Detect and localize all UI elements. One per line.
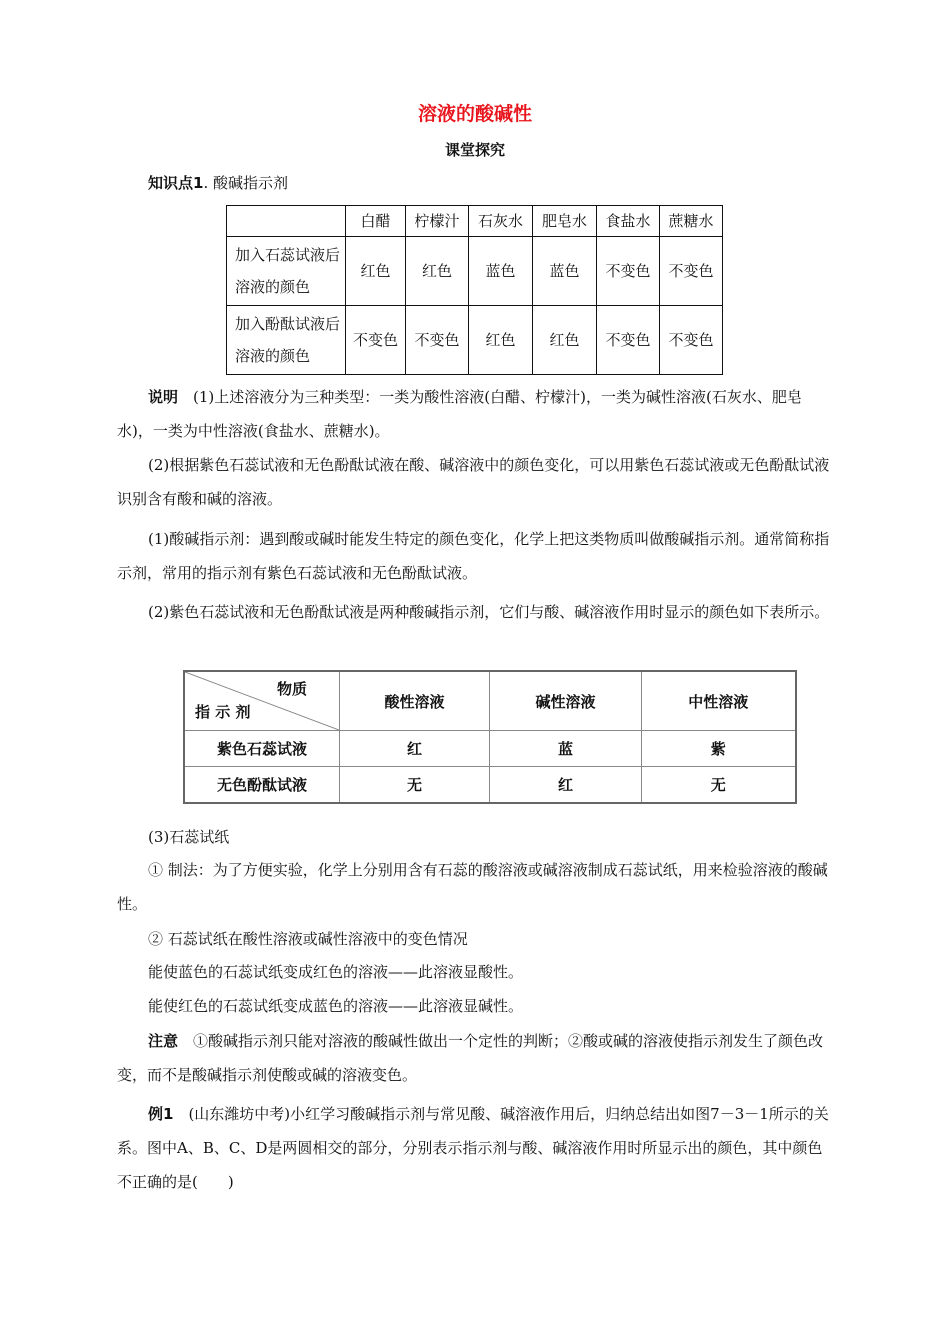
page-title: 溶液的酸碱性 <box>417 103 532 125</box>
table-cell: 不变色 <box>406 306 469 375</box>
litmus-paragraph-4: 能使红色的石蕊试纸变成蓝色的溶液——此溶液显碱性。 <box>148 997 524 1015</box>
caution-paragraph <box>117 1024 837 1092</box>
table-header: 酸性溶液 <box>340 671 490 731</box>
note-label: 说明 <box>148 388 179 406</box>
knowledge-point-text: 酸碱指示剂 <box>212 174 288 192</box>
table-cell: 蓝色 <box>533 237 597 306</box>
section-subtitle: 课堂探究 <box>444 141 505 159</box>
caution-label: 注意 <box>148 1032 179 1050</box>
corner-label-top: 物质 <box>276 680 307 698</box>
note-paragraph-2: (2)根据紫色石蕊试液和无色酚酞试液在酸、碱溶液中的颜色变化，可以用紫色石蕊试液或无色酚酞试液识别含有酸和碱的溶液。 <box>117 456 830 508</box>
table-cell: 红 <box>340 731 490 767</box>
table-row <box>227 206 723 237</box>
table-cell: 不变色 <box>346 306 406 375</box>
corner-label-bottom: 指 示 剂 <box>195 703 251 721</box>
diagonal-header-cell <box>184 671 340 731</box>
definition-paragraph-1: (1)酸碱指示剂：遇到酸或碱时能发生特定的颜色变化，化学上把这类物质叫做酸碱指示剂。通常简称指示剂，常用的指示剂有紫色石蕊试液和无色酚酞试液。 <box>117 530 830 582</box>
table-cell: 红色 <box>346 237 406 306</box>
knowledge-point-label: 知识点1 <box>148 174 204 192</box>
example-text: (山东潍坊中考)小红学习酸碱指示剂与常见酸、碱溶液作用后，归纳总结出如图7－3－1所示的关系。图中A、B、C、D是两圆相交的部分，分别表示指示剂与酸、碱溶液作用时所显示出的颜色，其中颜色不正确的是( ) <box>117 1105 829 1191</box>
definition-paragraph-2: (2)紫色石蕊试液和无色酚酞试液是两种酸碱指示剂，它们与酸、碱溶液作用时显示的颜色如下表所示。 <box>148 603 830 621</box>
indicator-results-table <box>226 205 723 375</box>
litmus-paragraph-1: ① 制法：为了方便实验，化学上分别用含有石蕊的酸溶液或碱溶液制成石蕊试纸，用来检验溶液的酸碱性。 <box>117 861 828 913</box>
table-cell: 不变色 <box>597 306 660 375</box>
table-cell: 蓝色 <box>469 237 533 306</box>
table-header: 蔗糖水 <box>660 206 723 237</box>
litmus-paragraph-2: ② 石蕊试纸在酸性溶液或碱性溶液中的变色情况 <box>148 930 468 948</box>
table-cell: 不变色 <box>597 237 660 306</box>
row-label: 加入酚酞试液后溶液的颜色 <box>227 306 346 375</box>
table-row <box>184 731 796 767</box>
table-cell: 不变色 <box>660 237 723 306</box>
litmus-paragraph-3: 能使蓝色的石蕊试纸变成红色的溶液——此溶液显酸性。 <box>148 963 524 981</box>
table-corner <box>227 206 346 237</box>
table-header: 肥皂水 <box>533 206 597 237</box>
table-header: 食盐水 <box>597 206 660 237</box>
indicator-color-table <box>183 670 797 804</box>
table-header: 柠檬汁 <box>406 206 469 237</box>
note-paragraph-1 <box>117 380 837 448</box>
row-label: 加入石蕊试液后溶液的颜色 <box>227 237 346 306</box>
note-text-1: (1)上述溶液分为三种类型：一类为酸性溶液(白醋、柠檬汁)，一类为碱性溶液(石灰水、肥皂水)，一类为中性溶液(食盐水、蔗糖水)。 <box>117 388 802 440</box>
table-row <box>184 767 796 804</box>
table-row <box>227 306 723 375</box>
table-header: 白醋 <box>346 206 406 237</box>
table-header: 石灰水 <box>469 206 533 237</box>
table-row <box>184 671 796 731</box>
table-cell: 蓝 <box>490 731 642 767</box>
table-cell: 无 <box>642 767 796 804</box>
row-label: 无色酚酞试液 <box>184 767 340 804</box>
table-cell: 红色 <box>406 237 469 306</box>
table-header: 碱性溶液 <box>490 671 642 731</box>
table-cell: 红色 <box>469 306 533 375</box>
table-row <box>227 237 723 306</box>
table-cell: 红色 <box>533 306 597 375</box>
knowledge-point-heading: 知识点1. 酸碱指示剂 <box>148 174 288 192</box>
example-label: 例1 <box>148 1105 174 1123</box>
table-cell: 不变色 <box>660 306 723 375</box>
table-header: 中性溶液 <box>642 671 796 731</box>
caution-text: ①酸碱指示剂只能对溶液的酸碱性做出一个定性的判断；②酸或碱的溶液使指示剂发生了颜色改变，而不是酸碱指示剂使酸或碱的溶液变色。 <box>117 1032 824 1084</box>
litmus-heading: (3)石蕊试纸 <box>148 828 230 846</box>
table-cell: 无 <box>340 767 490 804</box>
table-cell: 紫 <box>642 731 796 767</box>
table-cell: 红 <box>490 767 642 804</box>
row-label: 紫色石蕊试液 <box>184 731 340 767</box>
example-paragraph <box>117 1097 837 1199</box>
